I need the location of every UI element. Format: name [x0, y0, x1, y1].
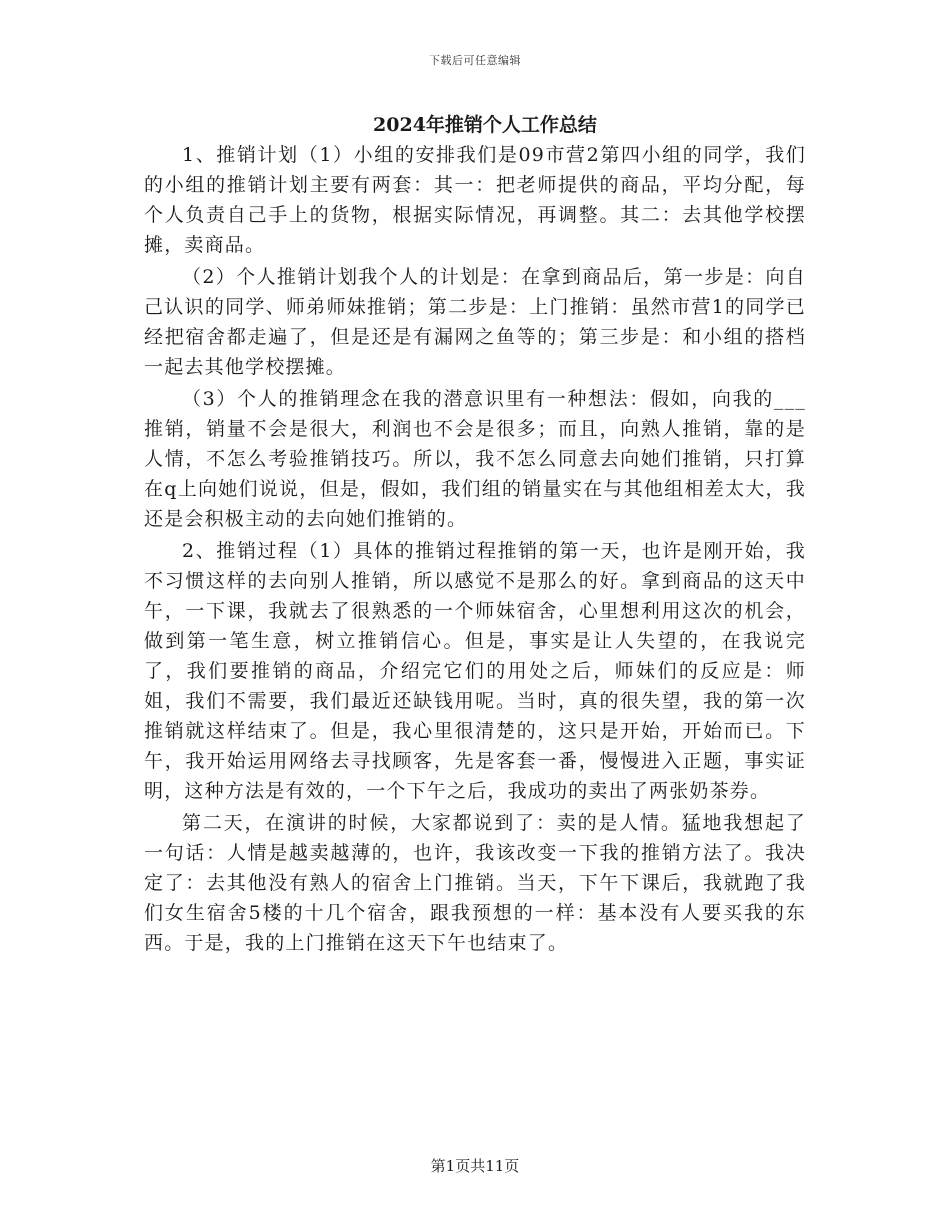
paragraph: （3）个人的推销理念在我的潜意识里有一种想法：假如，向我的___推销，销量不会是很大，利润也不会是很多；而且，向熟人推销，靠的是人情，不怎么考验推销技巧。所以，我不怎么同意去向她们推销，只打算在q上向她们说说，但是，假如，我们组的销量实在与其他组相差太大，我还是会积极主动的去向她们推销的。	[144, 388, 806, 530]
header-note: 下载后可任意编辑	[429, 54, 521, 67]
page-number: 第1页共11页	[430, 1157, 520, 1175]
paragraph: 1、推销计划（1）小组的安排我们是09市营2第四小组的同学，我们的小组的推销计划主要有两套：其一：把老师提供的商品，平均分配，每个人负责自己手上的货物，根据实际情况，再调整。其二：去其他学校摆摊，卖商品。	[144, 144, 806, 256]
paragraph: （2）个人推销计划我个人的计划是：在拿到商品后，第一步是：向自己认识的同学、师弟师妹推销；第二步是：上门推销：虽然市营1的同学已经把宿舍都走遍了，但是还是有漏网之鱼等的；第三步是：和小组的搭档一起去其他学校摆摊。	[144, 266, 806, 378]
document-title: 2024年推销个人工作总结	[373, 114, 597, 136]
document-body	[144, 140, 806, 960]
paragraph: 第二天，在演讲的时候，大家都说到了：卖的是人情。猛地我想起了一句话：人情是越卖越薄的，也许，我该改变一下我的推销方法了。我决定了：去其他没有熟人的宿舍上门推销。当天，下午下课后，我就跑了我们女生宿舍5楼的十几个宿舍，跟我预想的一样：基本没有人要买我的东西。于是，我的上门推销在这天下午也结束了。	[144, 812, 806, 954]
paragraph: 2、推销过程（1）具体的推销过程推销的第一天，也许是刚开始，我不习惯这样的去向别人推销，所以感觉不是那么的好。拿到商品的这天中午，一下课，我就去了很熟悉的一个师妹宿舍，心里想利用这次的机会，做到第一笔生意，树立推销信心。但是，事实是让人失望的，在我说完了，我们要推销的商品，介绍完它们的用处之后，师妹们的反应是：师姐，我们不需要，我们最近还缺钱用呢。当时，真的很失望，我的第一次推销就这样结束了。但是，我心里很清楚的，这只是开始，开始而已。下午，我开始运用网络去寻找顾客，先是客套一番，慢慢进入正题，事实证明，这种方法是有效的，一个下午之后，我成功的卖出了两张奶茶券。	[144, 540, 806, 802]
